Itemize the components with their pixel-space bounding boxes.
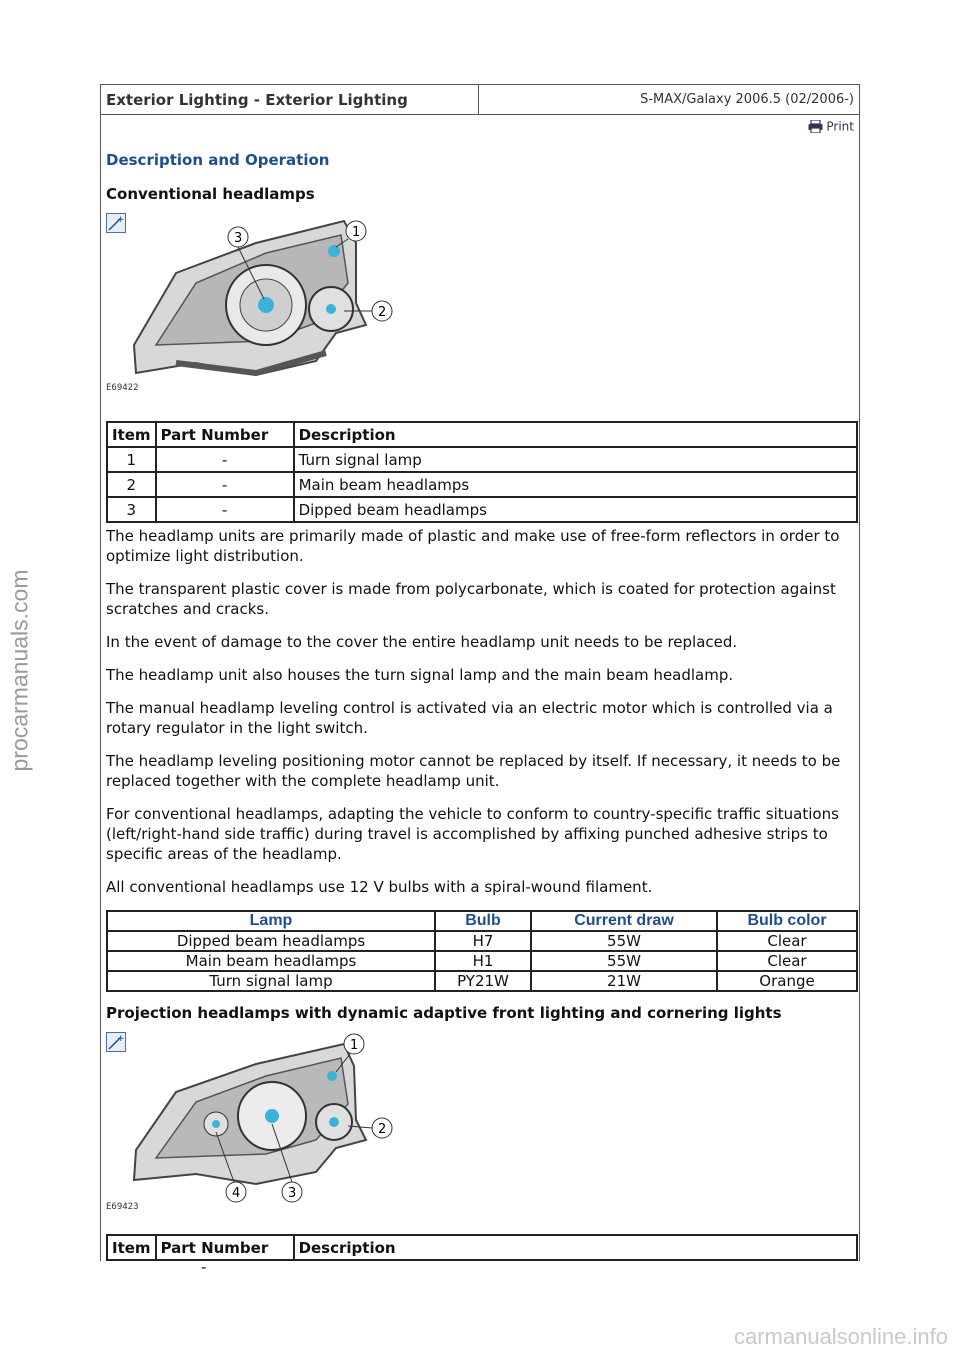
print-link[interactable]: [106, 115, 854, 141]
col-description: Description: [294, 422, 857, 447]
conventional-heading: Conventional headlamps: [106, 185, 315, 203]
printer-icon: [808, 120, 823, 133]
page-header: [100, 84, 860, 115]
paragraph: The manual headlamp leveling control is activated via an electric motor which is controlled via a rotary regulator in the light switch.: [106, 699, 833, 737]
table-row: 3 - Dipped beam headlamps: [107, 497, 857, 522]
items-table-projection: [106, 1234, 858, 1261]
projection-figure: [106, 1032, 854, 1212]
callout-1: 1: [350, 1038, 359, 1053]
print-label[interactable]: Print: [826, 119, 854, 134]
side-watermark: procarmanuals.com: [6, 569, 33, 771]
paragraph: The headlamp units are primarily made of plastic and make use of free-form reflectors in order to optimize light distribution.: [106, 527, 840, 565]
table-row: Dipped beam headlamps H7 55W Clear: [107, 931, 857, 951]
svg-text:+: +: [117, 1034, 125, 1044]
col-description: Description: [294, 1235, 857, 1260]
paragraph: The headlamp unit also houses the turn signal lamp and the main beam headlamp.: [106, 666, 734, 684]
projection-headlamp-illustration: [116, 1032, 406, 1212]
content-frame: [100, 115, 860, 1261]
items-table-conventional: [106, 421, 858, 523]
conventional-figure: [106, 213, 854, 393]
footer-watermark: carmanualsonline.info: [733, 1324, 948, 1349]
callout-3: 3: [234, 231, 243, 246]
callout-2: 2: [378, 305, 387, 320]
col-item: Item: [107, 1235, 156, 1260]
headlamp-illustration: [116, 213, 406, 389]
col-item: Item: [107, 422, 156, 447]
paragraph: All conventional headlamps use 12 V bulbs with a spiral-wound filament.: [106, 878, 653, 896]
paragraph: For conventional headlamps, adapting the vehicle to conform to country-specific traffic situations (left/right-hand side traffic) during travel is accomplished by affixing punched adhesive strips to specific areas of the headlamp.: [106, 805, 839, 863]
svg-text:+: +: [117, 215, 125, 225]
figure-code: E69423: [106, 1202, 139, 1212]
table-row: Main beam headlamps H1 55W Clear: [107, 951, 857, 971]
projection-heading: Projection headlamps with dynamic adaptive front lighting and cornering lights: [106, 1004, 782, 1022]
figure-code: E69422: [106, 383, 139, 393]
paragraph: In the event of damage to the cover the entire headlamp unit needs to be replaced.: [106, 633, 738, 651]
col-bulb: Bulb: [435, 911, 531, 931]
table-row: Turn signal lamp PY21W 21W Orange: [107, 971, 857, 991]
table-row: 2 - Main beam headlamps: [107, 472, 857, 497]
callout-2: 2: [378, 1122, 387, 1137]
col-part-number: Part Number: [156, 1235, 294, 1260]
model-label: S-MAX/Galaxy 2006.5 (02/2006-): [479, 85, 860, 115]
col-lamp: Lamp: [107, 911, 435, 931]
callout-4: 4: [232, 1186, 241, 1201]
table-row: 1 - Turn signal lamp: [107, 447, 857, 472]
col-part-number: Part Number: [156, 422, 294, 447]
paragraph: The headlamp leveling positioning motor cannot be replaced by itself. If necessary, it needs to be replaced together with the complete headlamp unit.: [106, 752, 841, 790]
paragraph: The transparent plastic cover is made from polycarbonate, which is coated for protection against scratches and cracks.: [106, 580, 836, 618]
cut-off-row-part: -: [201, 1258, 207, 1276]
section-title: Description and Operation: [106, 151, 330, 169]
page-title: Exterior Lighting - Exterior Lighting: [101, 85, 479, 115]
col-bulb-color: Bulb color: [717, 911, 857, 931]
callout-1: 1: [352, 225, 361, 240]
bulb-table: [106, 910, 858, 992]
col-current-draw: Current draw: [531, 911, 717, 931]
callout-3: 3: [288, 1186, 297, 1201]
manual-page: [100, 84, 860, 1261]
